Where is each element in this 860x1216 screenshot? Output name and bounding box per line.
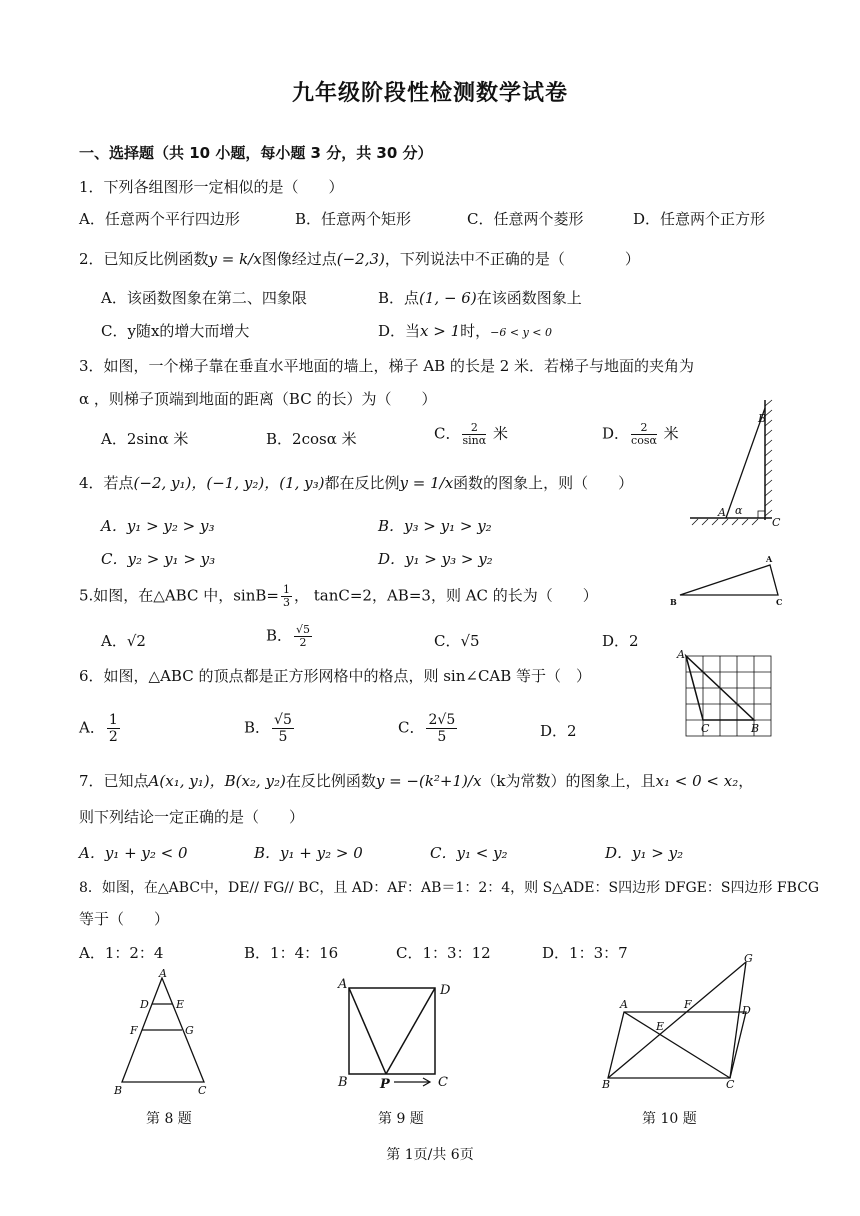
q5-option-c: C．√5 bbox=[434, 632, 480, 650]
q6-c-num: 2√5 bbox=[428, 712, 456, 728]
q7-post: （k为常数）的图象上，且 bbox=[481, 772, 656, 790]
q4-function: y = 1/x bbox=[399, 474, 454, 492]
q5-sinb-fraction bbox=[281, 584, 292, 609]
fig8-label-e: E bbox=[176, 998, 185, 1011]
q3-d-den: cosα bbox=[631, 434, 657, 447]
q1-option-a: A．任意两个平行四边形 bbox=[79, 210, 240, 228]
q7-option-d: D．y₁ > y₂ bbox=[605, 844, 684, 862]
fig10-caption: 第 10 题 bbox=[642, 1111, 697, 1127]
q1-stem: 1．下列各组图形一定相似的是（ ） bbox=[79, 178, 344, 196]
q5-stem-post: ， tanC=2，AB=3，则 AC 的长为（ ） bbox=[293, 586, 598, 605]
q2-b-point: (1, − 6) bbox=[419, 289, 477, 307]
q4-points: (−2, y₁)，(−1, y₂)，(1, y₃) bbox=[133, 474, 325, 492]
q2-d-mid: 时， bbox=[460, 322, 491, 340]
q4-option-b: B．y₃ > y₁ > y₂ bbox=[378, 517, 492, 535]
fig10-label-a: A bbox=[620, 998, 628, 1011]
q4-option-c: C．y₂ > y₁ > y₃ bbox=[101, 550, 216, 568]
q6-b-den: 5 bbox=[278, 729, 288, 745]
q6-c-den: 5 bbox=[437, 729, 447, 745]
q7-pre: 7．已知点 bbox=[79, 772, 149, 790]
q3-c-den: sinα bbox=[462, 434, 487, 447]
q5-b-num: √5 bbox=[296, 623, 311, 636]
q5-option-b bbox=[266, 624, 314, 649]
q3-d-num: 2 bbox=[631, 422, 657, 435]
q2-option-a: A．该函数图象在第二、四象限 bbox=[101, 289, 307, 307]
q2-option-b bbox=[378, 287, 582, 308]
q6-option-d: D．2 bbox=[540, 722, 577, 740]
q8-line2: 等于（ ） bbox=[79, 910, 170, 928]
section-heading: 一、选择题（共 10 小题，每小题 3 分，共 30 分） bbox=[79, 144, 433, 162]
q6-a-fraction bbox=[107, 712, 120, 745]
q8-option-b: B．1：4：16 bbox=[244, 944, 339, 962]
q4-stem-pre: 4．若点 bbox=[79, 474, 134, 492]
q1-option-b: B．任意两个矩形 bbox=[295, 210, 412, 228]
q6-a-num: 1 bbox=[108, 712, 118, 728]
q2-d-cond: x > 1 bbox=[420, 322, 461, 340]
q1-option-c: C．任意两个菱形 bbox=[467, 210, 584, 228]
q3-label-b: B bbox=[758, 412, 767, 425]
q2-function: y = k/x bbox=[208, 250, 262, 268]
q2-stem-mid: 图像经过点 bbox=[261, 250, 337, 268]
fig8-label-d: D bbox=[140, 998, 149, 1011]
q4-stem bbox=[79, 472, 633, 493]
q5-num: 1 bbox=[282, 583, 290, 596]
q3-d-fraction bbox=[631, 422, 657, 447]
fig10-label-c: C bbox=[726, 1078, 735, 1091]
q7-condition: x₁ < 0 < x₂ bbox=[655, 772, 739, 790]
q6-option-a bbox=[79, 712, 122, 745]
q4-stem-mid: 都在反比例 bbox=[324, 474, 400, 492]
q3-c-num: 2 bbox=[462, 422, 486, 435]
q5-b-label: B． bbox=[266, 626, 293, 645]
q6-stem: 6．如图，△ABC 的顶点都是正方形网格中的格点，则 sin∠CAB 等于（ ） bbox=[79, 667, 592, 685]
q3-line1: 3．如图，一个梯子靠在垂直水平地面的墙上，梯子 AB 的长是 2 米．若梯子与地面的夹角为 bbox=[79, 357, 695, 375]
q5-label-b: B bbox=[670, 597, 677, 607]
fig8-label-b: B bbox=[114, 1084, 123, 1097]
q2-stem bbox=[79, 248, 640, 269]
q7-function: y = −(k²+1)/x bbox=[375, 772, 482, 790]
q3-label-alpha: α bbox=[735, 504, 743, 517]
q3-ladder-figure bbox=[688, 396, 788, 528]
q6-b-num: √5 bbox=[274, 712, 292, 728]
q5-den: 3 bbox=[282, 596, 290, 609]
q3-label-a: A bbox=[718, 506, 726, 519]
q8-option-a: A．1：2：4 bbox=[79, 944, 164, 962]
q6-c-fraction bbox=[426, 712, 457, 745]
q7-points: A(x₁, y₁)，B(x₂, y₂) bbox=[148, 772, 286, 790]
fig9-label-d: D bbox=[440, 983, 451, 998]
q3-d-label: D． bbox=[602, 424, 630, 443]
q7-option-a: A．y₁ + y₂ < 0 bbox=[79, 844, 188, 862]
q5-stem-pre: 5.如图，在△ABC 中，sinB= bbox=[79, 586, 279, 605]
q6-label-a: A bbox=[677, 650, 685, 661]
fig10-label-e: E bbox=[656, 1020, 665, 1033]
fig8-label-a: A bbox=[159, 968, 167, 980]
q3-d-unit: 米 bbox=[663, 424, 679, 443]
q5-label-c: C bbox=[776, 597, 783, 607]
q5-b-fraction bbox=[294, 624, 312, 649]
page-footer: 第 1页/共 6页 bbox=[386, 1147, 474, 1163]
q8-option-c: C．1：3：12 bbox=[396, 944, 491, 962]
fig8-triangle-figure bbox=[108, 968, 218, 1100]
q2-stem-pre: 2．已知反比例函数 bbox=[79, 250, 209, 268]
fig10-label-b: B bbox=[602, 1078, 611, 1091]
q7-option-b: B．y₁ + y₂ > 0 bbox=[254, 844, 363, 862]
q7-end: ， bbox=[738, 772, 754, 790]
q2-option-c: C．y随x的增大而增大 bbox=[101, 322, 250, 340]
fig9-label-c: C bbox=[438, 1075, 448, 1090]
q6-c-label: C． bbox=[398, 718, 425, 737]
fig8-label-g: G bbox=[185, 1024, 194, 1037]
q2-b-post: 在该函数图象上 bbox=[476, 289, 582, 307]
q7-line1 bbox=[79, 770, 753, 791]
q4-option-a: A．y₁ > y₂ > y₃ bbox=[101, 517, 215, 535]
fig10-label-f: F bbox=[684, 998, 692, 1011]
q6-a-den: 2 bbox=[108, 729, 118, 745]
q6-a-label: A． bbox=[79, 718, 105, 737]
fig10-label-g: G bbox=[744, 952, 753, 965]
q6-label-c: C bbox=[701, 722, 710, 735]
q2-d-range: −6 < y < 0 bbox=[490, 326, 553, 339]
fig9-label-a: A bbox=[338, 977, 348, 992]
q4-option-d: D．y₁ > y₃ > y₂ bbox=[378, 550, 493, 568]
q5-option-a: A．√2 bbox=[101, 632, 146, 650]
fig8-label-f: F bbox=[130, 1024, 138, 1037]
q8-option-d: D．1：3：7 bbox=[542, 944, 628, 962]
q2-d-pre: D．当 bbox=[378, 322, 421, 340]
q2-point: (−2,3) bbox=[336, 250, 385, 268]
fig10-label-d: D bbox=[742, 1004, 751, 1017]
q5-stem bbox=[79, 584, 598, 609]
q3-label-c: C bbox=[772, 516, 781, 528]
q6-label-b: B bbox=[751, 722, 760, 735]
q3-option-a: A．2sinα 米 bbox=[101, 430, 189, 448]
q7-option-c: C．y₁ < y₂ bbox=[430, 844, 508, 862]
fig10-parallelogram-figure bbox=[598, 950, 768, 1092]
q3-line2: α ，则梯子顶端到地面的距离（BC 的长）为（ ） bbox=[79, 390, 437, 408]
q5-b-den: 2 bbox=[299, 636, 307, 649]
q5-triangle-figure bbox=[666, 553, 786, 609]
fig9-label-b: B bbox=[338, 1075, 348, 1090]
q4-stem-post: 函数的图象上，则（ ） bbox=[453, 474, 634, 492]
q6-b-fraction bbox=[272, 712, 294, 745]
q3-c-fraction bbox=[462, 422, 486, 447]
fig9-label-p: P bbox=[380, 1077, 390, 1092]
q2-b-pre: B．点 bbox=[378, 289, 420, 307]
q2-option-d bbox=[378, 320, 552, 341]
q3-option-d bbox=[602, 422, 679, 447]
q2-stem-post: ，下列说法中不正确的是（ ） bbox=[384, 250, 640, 268]
q3-option-b: B．2cosα 米 bbox=[266, 430, 357, 448]
q6-grid-figure bbox=[674, 650, 778, 740]
q1-option-d: D．任意两个正方形 bbox=[633, 210, 766, 228]
q6-option-b bbox=[244, 712, 296, 745]
q7-mid: 在反比例函数 bbox=[285, 772, 376, 790]
q8-line1: 8．如图，在△ABC中，DE// FG// BC，且 AD：AF：AB＝1：2：4，则 S△ADE：S四边形 DFGE：S四边形 FBCG bbox=[79, 880, 820, 896]
q6-b-label: B． bbox=[244, 718, 271, 737]
q5-label-a: A bbox=[766, 554, 773, 564]
q3-option-c bbox=[434, 422, 508, 447]
page-title: 九年级阶段性检测数学试卷 bbox=[291, 81, 568, 106]
q7-line2: 则下列结论一定正确的是（ ） bbox=[79, 808, 305, 826]
fig8-caption: 第 8 题 bbox=[146, 1111, 192, 1127]
fig9-caption: 第 9 题 bbox=[378, 1111, 424, 1127]
fig9-square-figure bbox=[330, 972, 460, 1096]
q3-c-unit: 米 bbox=[492, 424, 508, 443]
q5-option-d: D．2 bbox=[602, 632, 639, 650]
q6-option-c bbox=[398, 712, 459, 745]
fig8-label-c: C bbox=[198, 1084, 207, 1097]
q3-c-label: C． bbox=[434, 424, 461, 443]
